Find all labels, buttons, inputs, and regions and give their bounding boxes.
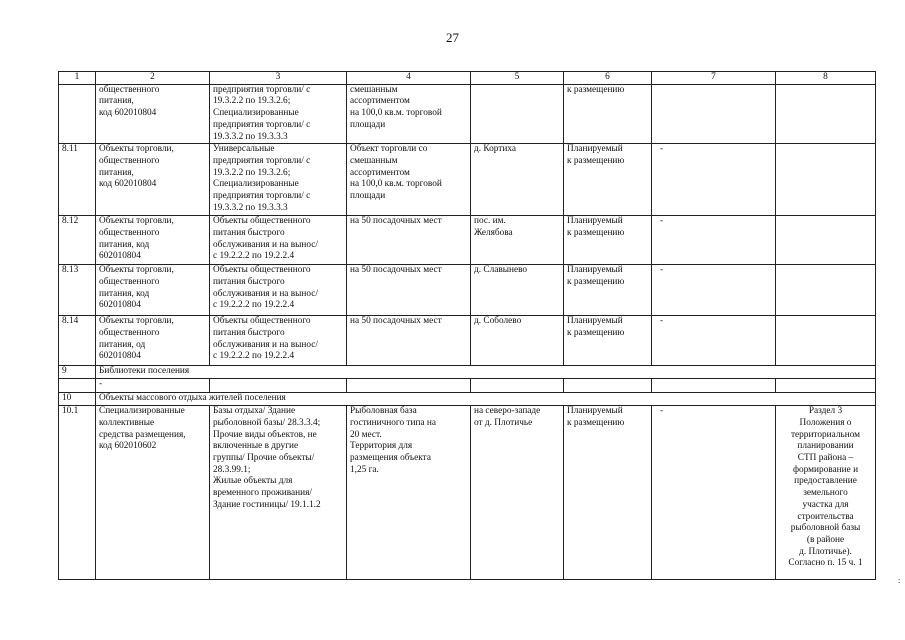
cell-parameters: смешанным ассортиментом на 100,0 кв.м. торговой площади — [347, 84, 471, 144]
empty-cell — [776, 379, 876, 393]
cell-object-type: Специализированные коллективные средства размещения, код 602010602 — [96, 406, 210, 580]
cell-location: пос. им. Желябова — [471, 216, 564, 265]
cell-classifier: Объекты общественного питания быстрого обслуживания и на вынос/ с 19.2.2.2 по 19.2.2.4 — [210, 265, 347, 316]
cell-parameters: на 50 посадочных мест — [347, 316, 471, 366]
cell-classifier: Объекты общественного питания быстрого обслуживания и на вынос/ с 19.2.2.2 по 19.2.2.4 — [210, 216, 347, 265]
table-row — [59, 316, 876, 366]
table-row — [59, 406, 876, 580]
table-row — [59, 216, 876, 265]
cell-classifier: Объекты общественного питания быстрого обслуживания и на вынос/ с 19.2.2.2 по 19.2.2.4 — [210, 316, 347, 366]
section-number: 9 — [59, 366, 96, 379]
cell-basis — [776, 316, 876, 366]
cell-object-type: Объекты торговли, общественного питания, код 602010804 — [96, 265, 210, 316]
cell-location: д. Соболево — [471, 316, 564, 366]
cell-basis — [776, 84, 876, 144]
cell-status: Планируемый к размещению — [564, 216, 652, 265]
empty-cell — [564, 379, 652, 393]
section-number: 10 — [59, 393, 96, 406]
cell-zone: - — [652, 144, 776, 216]
page-number: 27 — [446, 30, 459, 45]
cell-object-type: Объекты торговли, общественного питания, код 602010804 — [96, 144, 210, 216]
cell-classifier: Универсальные предприятия торговли/ с 19.3.2.2 по 19.3.2.6; Специализированные предприятия торговли/ с 19.3.3.2 по 19.3.3.3 — [210, 144, 347, 216]
cell-classifier: предприятия торговли/ с 19.3.2.2 по 19.3.2.6; Специализированные предприятия торговли/ с 19.3.3.2 по 19.3.3.3 — [210, 84, 347, 144]
empty-mark: - — [96, 379, 210, 393]
cell-status: к размещению — [564, 84, 652, 144]
header-row — [59, 72, 876, 85]
header-cell: 5 — [471, 72, 564, 85]
empty-cell — [59, 379, 96, 393]
cell-object-type: общественного питания, код 602010804 — [96, 84, 210, 144]
cell-zone: - — [652, 216, 776, 265]
cell-classifier: Базы отдыха/ Здание рыболовной базы/ 28.3.3.4; Прочие виды объектов, не включенные в другие группы/ Прочие объекты/ 28.3.99.1; Жилые объекты для временного проживания/ Здание гостиницы/ 19.1.1.2 — [210, 406, 347, 580]
empty-cell — [471, 379, 564, 393]
cell-status: Планируемый к размещению — [564, 316, 652, 366]
cell-basis — [776, 144, 876, 216]
section-title: Библиотеки поселения — [96, 366, 876, 379]
cell-number — [59, 84, 96, 144]
empty-cell — [652, 379, 776, 393]
cell-parameters: на 50 посадочных мест — [347, 216, 471, 265]
empty-cell — [347, 379, 471, 393]
cell-number: 8.13 — [59, 265, 96, 316]
cell-location: д. Славынево — [471, 265, 564, 316]
cell-status: Планируемый к размещению — [564, 406, 652, 580]
cell-basis: Раздел 3 Положения о территориальном планировании СТП района – формирование и предоставление земельного участка для строительства рыболовной базы (в районе д. Плотичье). Согласно п. 15 ч. 1 — [776, 406, 876, 580]
cell-basis — [776, 265, 876, 316]
header-cell: 1 — [59, 72, 96, 85]
cell-object-type: Объекты торговли, общественного питания, од 602010804 — [96, 316, 210, 366]
cell-status: Планируемый к размещению — [564, 144, 652, 216]
header-cell: 8 — [776, 72, 876, 85]
cell-location: на северо-западе от д. Плотичье — [471, 406, 564, 580]
header-cell: 2 — [96, 72, 210, 85]
cell-number: 8.12 — [59, 216, 96, 265]
cell-number: 8.11 — [59, 144, 96, 216]
empty-cell — [210, 379, 347, 393]
cell-number: 10.1 — [59, 406, 96, 580]
cell-object-type: Объекты торговли, общественного питания, код 602010804 — [96, 216, 210, 265]
header-cell: 4 — [347, 72, 471, 85]
section-title: Объекты массового отдыха жителей поселения — [96, 393, 876, 406]
header-cell: 6 — [564, 72, 652, 85]
header-cell: 3 — [210, 72, 347, 85]
cell-parameters: Объект торговли со смешанным ассортиментом на 100,0 кв.м. торговой площади — [347, 144, 471, 216]
cell-parameters: на 50 посадочных мест — [347, 265, 471, 316]
cell-parameters: Рыболовная база гостиничного типа на 20 мест. Территория для размещения объекта 1,25 га. — [347, 406, 471, 580]
cell-zone: - — [652, 316, 776, 366]
cell-status: Планируемый к размещению — [564, 265, 652, 316]
cell-location: д. Кортиха — [471, 144, 564, 216]
cell-basis — [776, 216, 876, 265]
section-row-9 — [59, 366, 876, 379]
cell-location — [471, 84, 564, 144]
table-row — [59, 144, 876, 216]
cell-number: 8.14 — [59, 316, 96, 366]
planning-table — [58, 71, 876, 580]
header-cell: 7 — [652, 72, 776, 85]
cell-zone: - — [652, 265, 776, 316]
cell-zone — [652, 84, 776, 144]
table-row — [59, 84, 876, 144]
empty-row — [59, 379, 876, 393]
margin-mark: : — [898, 576, 901, 585]
table-row — [59, 265, 876, 316]
cell-zone: - — [652, 406, 776, 580]
section-row-10 — [59, 393, 876, 406]
